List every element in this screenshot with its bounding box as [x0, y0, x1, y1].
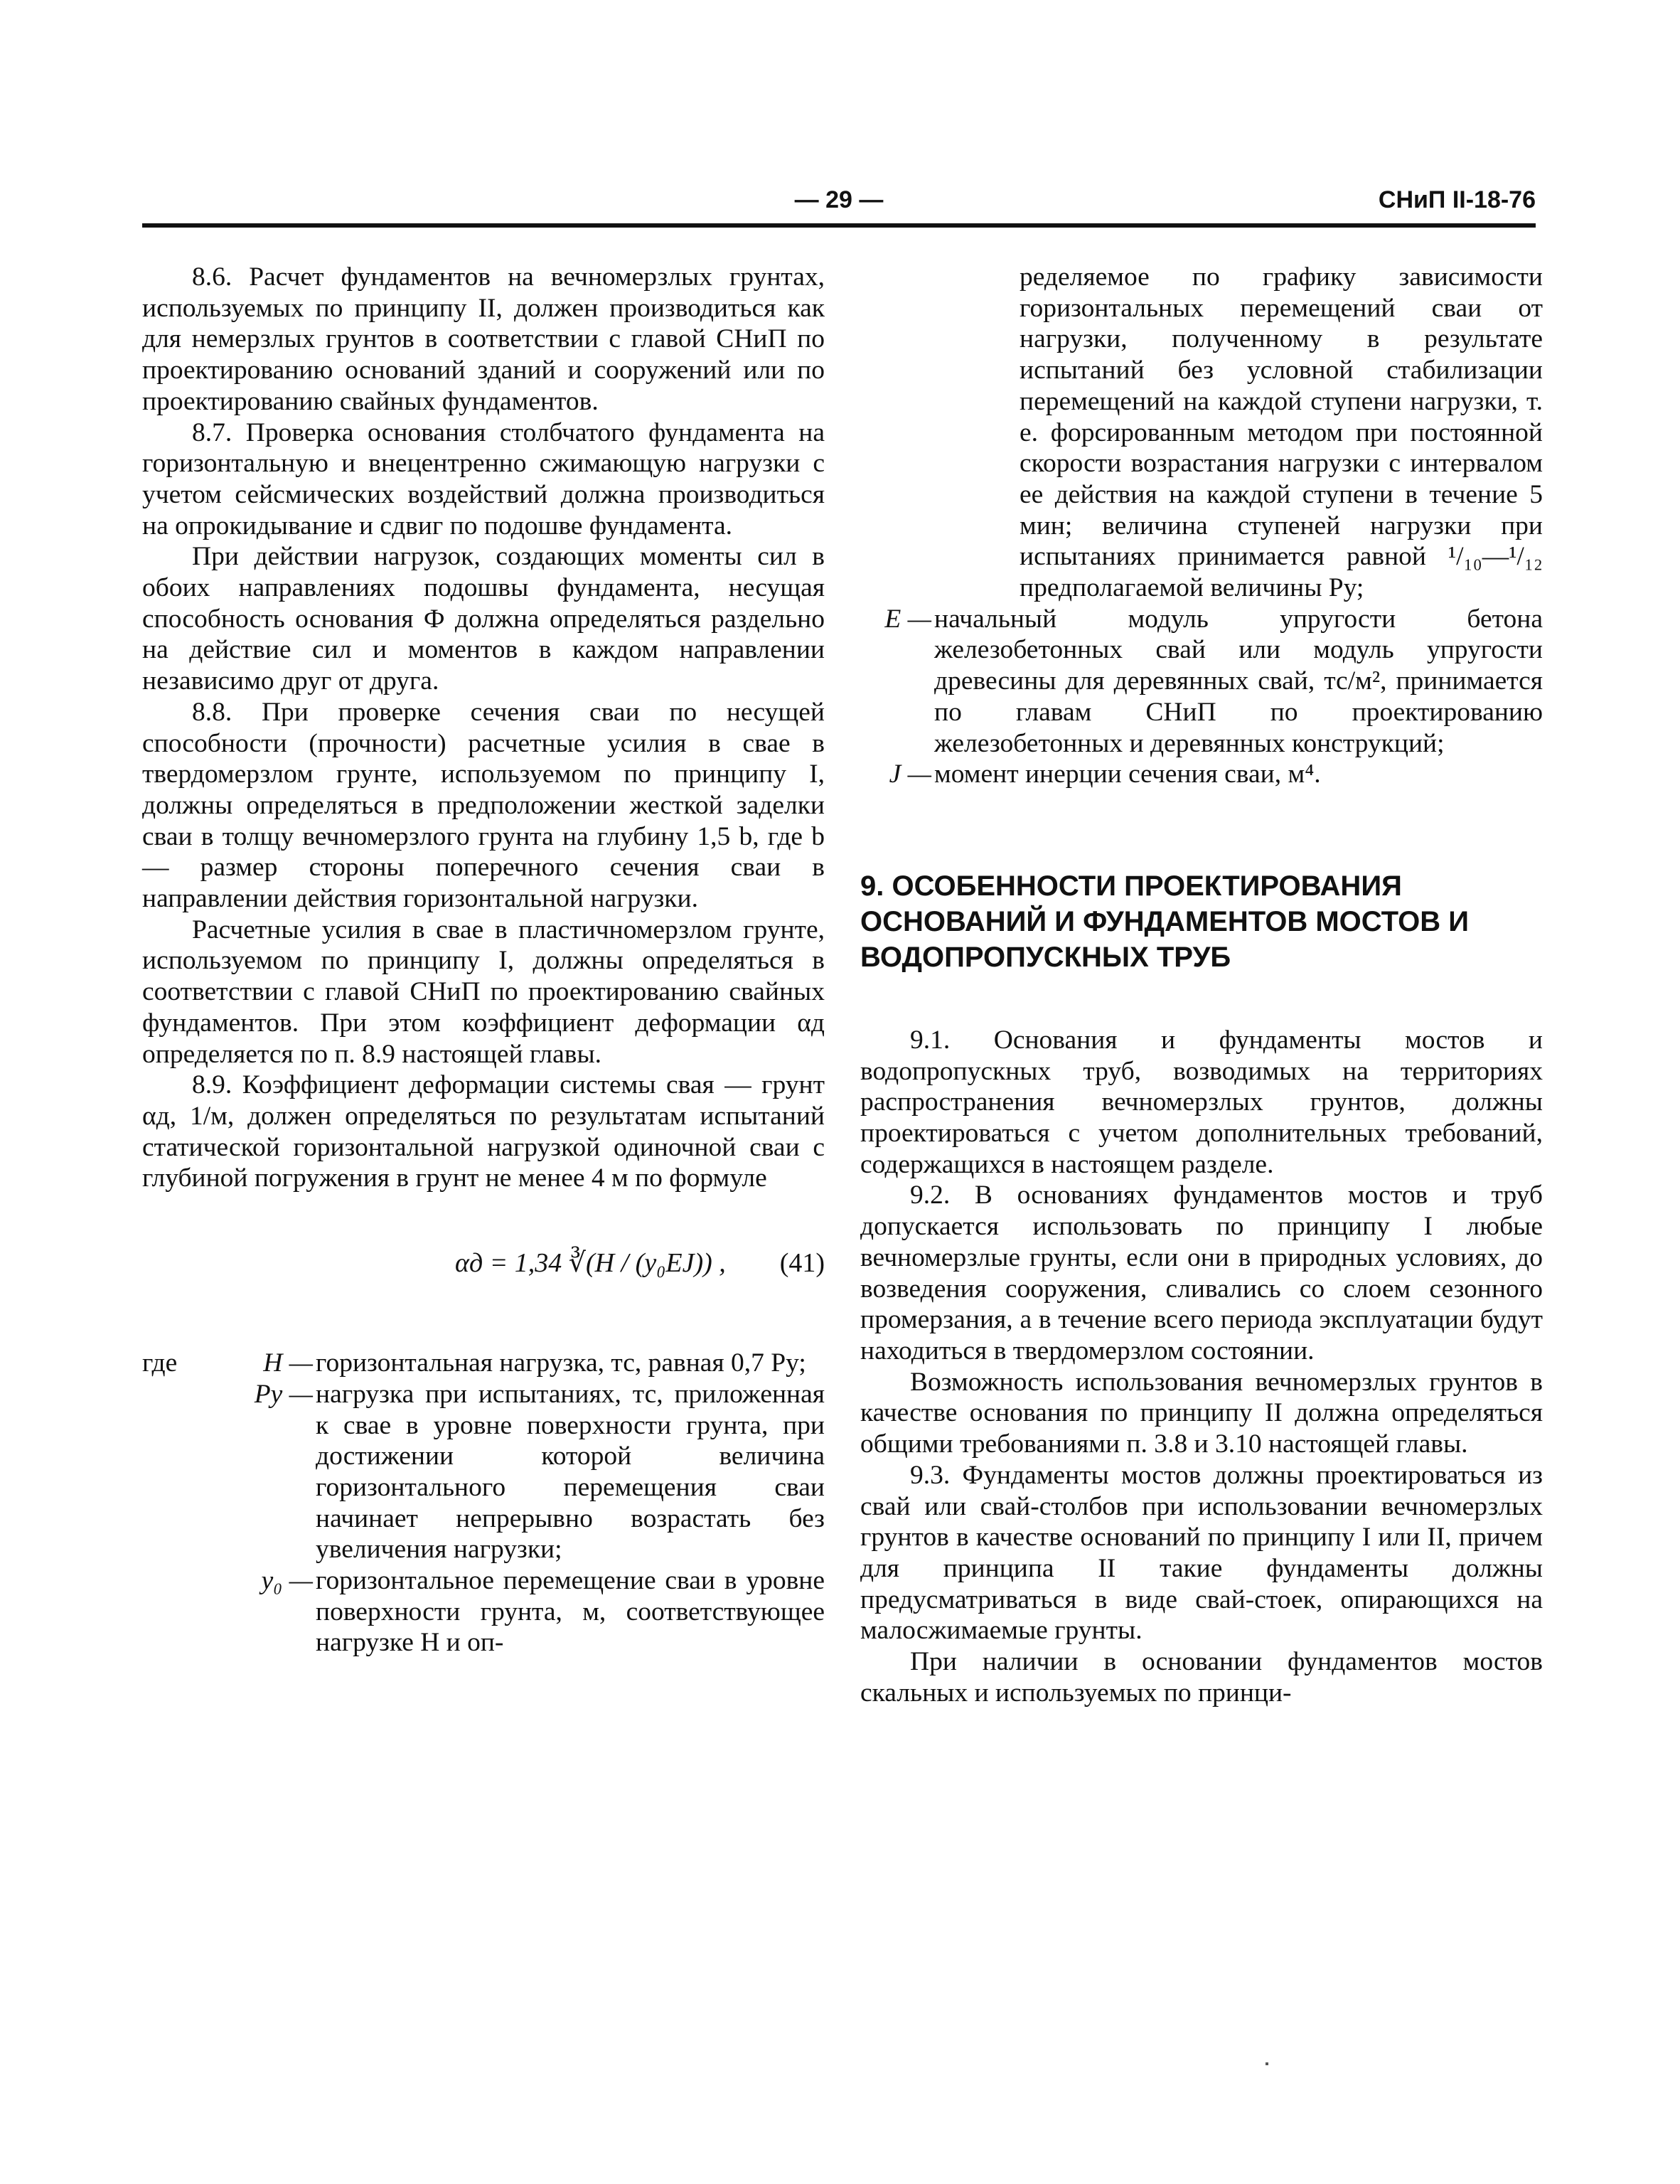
definition-y0	[142, 1565, 825, 1658]
paragraph-9-1: 9.1. Основания и фундаменты мостов и водопропускных труб, возводимых на территориях распространения вечномерзлых грунтов, должны проектироваться с учетом дополнительных требований, содержащихся в настоящем разделе.	[860, 1025, 1543, 1179]
formula-41	[142, 1227, 825, 1319]
formula-expression: αд = 1,34 ∛(H / (y₀EJ)) ,	[455, 1248, 726, 1279]
definition-text: момент инерции сечения сваи, м⁴.	[934, 760, 1321, 789]
document-code: СНиП II-18-76	[1378, 186, 1536, 213]
paragraph-9-2: 9.2. В основаниях фундаментов мостов и труб допускается использовать по принципу I любые вечномерзлые грунты, если они в природных условиях, до возведения сооружения, сливались со слоем сезонного промерзания, а в течение всего периода эксплуатации будут находиться в твердомерзлом состоянии.	[860, 1181, 1543, 1365]
paragraph-8-8: 8.8. При проверке сечения сваи по несущей способности (прочности) расчетные усилия в свае в твердомерзлом грунте, используемом по принципу I, должны определяться в предположении жесткой заделки сваи в толщу вечномерзлого грунта на глубину 1,5 b, где b — размер стороны поперечного сечения сваи в направлении действия горизонтальной нагрузки.	[142, 697, 825, 914]
left-column	[142, 262, 825, 1658]
paragraph-8-9: 8.9. Коэффициент деформации системы свая — грунт αд, 1/м, должен определяться по результатам испытаний статической горизонтальной нагрузкой одиночной сваи с глубиной погружения в грунт не менее 4 м по формуле	[142, 1070, 825, 1193]
definition-text: горизонтальное перемещение сваи в уровне поверхности грунта, м, соответствующее нагрузке H и оп-	[316, 1566, 825, 1658]
definition-e	[860, 604, 1543, 760]
definition-j	[860, 759, 1543, 790]
definition-symbol: y₀ —	[261, 1566, 313, 1596]
formula-number: (41)	[779, 1248, 825, 1279]
header-rule	[142, 223, 1536, 228]
definition-text: начальный модуль упругости бетона железобетонных свай или модуль упругости древесины для деревянных свай, тс/м², принимается по главам СНиП по проектированию железобетонных и деревянных конструкций;	[934, 604, 1543, 758]
paragraph-9-3-cont: При наличии в основании фундаментов мостов скальных и используемых по принци-	[860, 1647, 1543, 1708]
definition-py	[142, 1379, 825, 1565]
right-column	[860, 262, 1543, 1708]
paragraph-8-7-cont: При действии нагрузок, создающих моменты сил в обоих направлениях подошвы фундамента, несущая способность основания Ф должна определяться раздельно на действие сил и моментов в каждом направлении независимо друг от друга.	[142, 542, 825, 696]
scan-speck	[1266, 2062, 1268, 2065]
page-number: — 29 —	[794, 186, 884, 213]
where-label: где	[142, 1348, 178, 1378]
paragraph-8-7: 8.7. Проверка основания столбчатого фундамента на горизонтальную и внецентренно сжимающую нагрузки с учетом сейсмических воздействий должна производиться на опрокидывание и сдвиг по подошве фундамента.	[142, 417, 825, 540]
section-heading: 9. ОСОБЕННОСТИ ПРОЕКТИРОВАНИЯ ОСНОВАНИЙ И ФУНДАМЕНТОВ МОСТОВ И ВОДОПРОПУСКНЫХ ТРУБ	[860, 870, 1469, 973]
definition-h	[142, 1348, 825, 1379]
definition-symbol: J —	[889, 760, 931, 789]
definition-symbol: E —	[884, 604, 931, 634]
definition-symbol: Pу —	[254, 1379, 313, 1409]
definition-text: нагрузка при испытаниях, тс, приложенная к свае в уровне поверхности грунта, при достижении которой величина горизонтального перемещения сваи начинает непрерывно возрастать без увеличения нагрузки;	[316, 1379, 825, 1565]
paragraph-9-2-cont: Возможность использования вечномерзлых грунтов в качестве основания по принципу II должна определяться общими требованиями п. 3.8 и 3.10 настоящей главы.	[860, 1367, 1543, 1459]
definitions-list	[142, 1348, 825, 1658]
paragraph-8-8-cont: Расчетные усилия в свае в пластичномерзлом грунте, используемом по принципу I, должны определяться в соответствии с главой СНиП по проектированию свайных фундаментов. При этом коэффициент деформации αд определяется по п. 8.9 настоящей главы.	[142, 915, 825, 1069]
paragraph-9-3: 9.3. Фундаменты мостов должны проектироваться из свай или свай-столбов при использовании вечномерзлых грунтов в качестве оснований по принципу I или II, причем для принципа II такие фундаменты должны предусматриваться в виде свай-стоек, опирающихся на малосжимаемые грунты.	[860, 1460, 1543, 1646]
paragraph-8-6: 8.6. Расчет фундаментов на вечномерзлых грунтах, используемых по принципу II, должен производиться как для немерзлых грунтов в соответствии с главой СНиП по проектированию оснований зданий и сооружений или по проектированию свайных фундаментов.	[142, 262, 825, 416]
definition-symbol: H —	[263, 1348, 313, 1378]
definition-text: горизонтальная нагрузка, тс, равная 0,7 Pу;	[316, 1348, 806, 1378]
page-header	[142, 186, 1536, 229]
definition-y0-cont: ределяемое по графику зависимости горизонтальных перемещений сваи от нагрузки, полученному в результате испытаний без условной стабилизации перемещений на каждой ступени нагрузки, т. е. форсированным методом при постоянной скорости возрастания нагрузки с интервалом ее действия на каждой ступени в течение 5 мин; величина ступеней нагрузки при испытаниях принимается равной ¹/₁₀—¹/₁₂ предполагаемой величины Pу;	[1020, 262, 1543, 603]
